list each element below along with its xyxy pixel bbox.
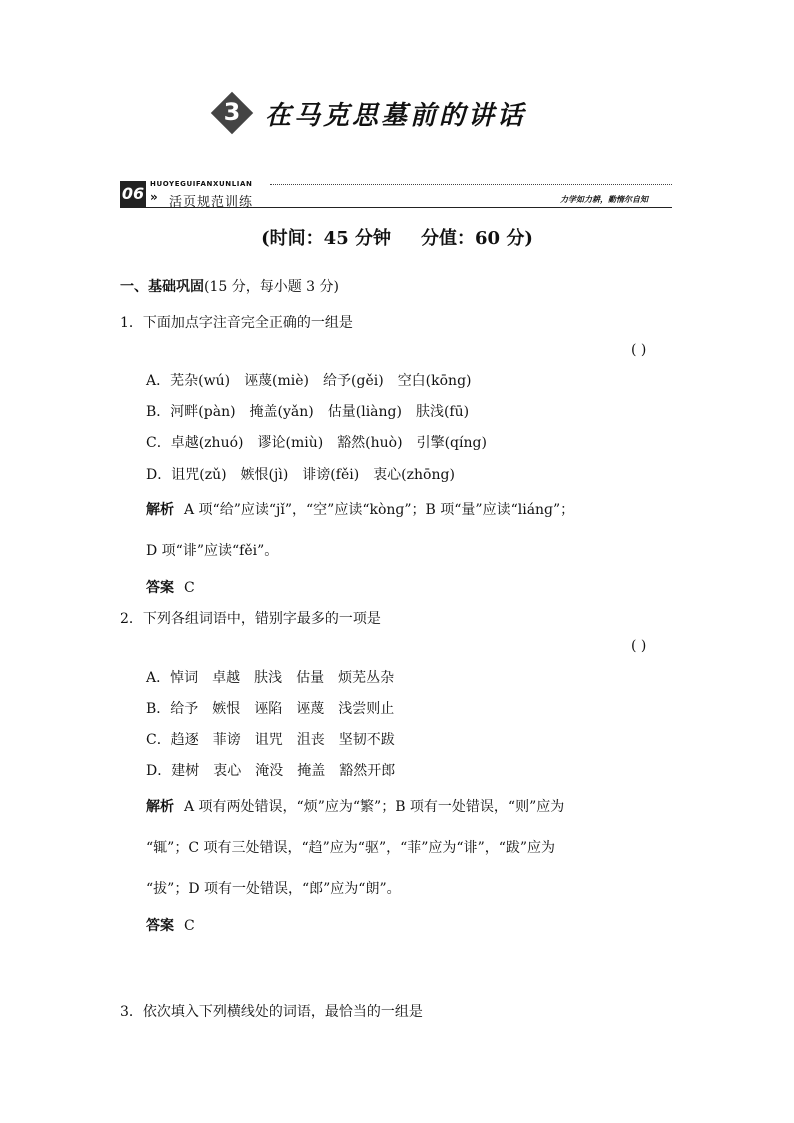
option-label: A． [146,670,171,686]
option-word: 豁然(huò) [337,435,403,451]
analysis-line [146,796,564,816]
option-word: 诽谤(fěi) [302,467,360,483]
answer-value: C [184,580,195,596]
option-row [146,464,469,484]
analysis-label: 解析 [146,799,174,815]
option-word: 嫉恨 [212,701,241,717]
option-word: 给予(gěi) [323,373,384,389]
part-note: (15 分，每小题 3 分) [204,279,339,295]
option-word: 引擎(qíng) [416,435,487,451]
option-word: 掩盖 [297,763,326,779]
option-label: C． [146,435,171,451]
analysis-text: A 项“给”应读“jǐ”，“空”应读“kònɡ”；B 项“量”应读“liánɡ”； [184,502,575,518]
option-label: D． [146,467,172,483]
section-motto: 力学如力耕，勤惰尔自知 [560,194,648,204]
section-rule [120,207,672,208]
option-word: 淹没 [255,763,284,779]
answer-line [146,577,195,597]
option-word: 谬论(miù) [257,435,324,451]
time-score-line [0,224,794,250]
option-word: 坚韧不跋 [338,732,395,748]
option-label: B． [146,701,171,717]
badge-number: 3 [223,98,241,126]
time-limit: (时间：45 分钟 [261,228,391,249]
option-word: 诬蔑(miè) [244,373,310,389]
option-word: 估量(liàng) [327,404,402,420]
part-title: 一、基础巩固 [120,279,204,295]
answer-line [146,915,195,935]
answer-label: 答案 [146,580,174,596]
option-word: 诬陷 [254,701,283,717]
answer-blank: ( ) [631,638,647,654]
option-word: 空白(kōng) [397,373,472,389]
analysis-label: 解析 [146,502,174,518]
option-word: 沮丧 [296,732,325,748]
option-word: 卓越(zhuó) [170,435,244,451]
title-badge [213,94,253,134]
section-number: 06 [120,181,146,207]
option-word: 诅咒(zǔ) [171,467,227,483]
option-word: 趋逐 [170,732,199,748]
section-pinyin: HUOYEGUIFANXUNLIAN [150,180,253,188]
option-word: 掩盖(yǎn) [249,404,314,420]
option-word: 肤浅(fū) [415,404,470,420]
option-word: 烦芜丛杂 [338,670,395,686]
section-dotted-line [270,184,672,185]
analysis-line: “拔”；D 项有一处错误，“郎”应为“朗”。 [146,881,401,897]
option-row [146,432,501,452]
option-row [146,698,408,718]
analysis-line: “辄”；C 项有三处错误，“趋”应为“驱”，“菲”应为“诽”，“跋”应为 [146,840,556,856]
option-row [146,370,486,390]
option-word: 芜杂(wú) [170,373,231,389]
option-word: 给予 [170,701,199,717]
page-title: 在马克思墓前的讲话 [265,101,527,131]
option-word: 衷心 [213,763,242,779]
question-stem: 1．下面加点字注音完全正确的一组是 [120,315,353,331]
chevron-right-icon: » [150,190,158,204]
answer-value: C [184,918,195,934]
option-word: 豁然开郎 [339,763,396,779]
question-stem: 3．依次填入下列横线处的词语，最恰当的一组是 [120,1004,423,1020]
option-row [146,401,483,421]
option-label: A． [146,373,171,389]
option-word: 卓越 [212,670,241,686]
option-word: 河畔(pàn) [170,404,236,420]
answer-label: 答案 [146,918,174,934]
option-word: 悼词 [170,670,199,686]
option-word: 浅尝则止 [338,701,395,717]
option-label: C． [146,732,171,748]
option-word: 诅咒 [254,732,283,748]
analysis-line [146,499,574,519]
option-word: 衷心(zhōng) [373,467,455,483]
option-label: B． [146,404,171,420]
analysis-line: D 项“诽”应读“fěi”。 [146,543,279,559]
option-word: 估量 [296,670,325,686]
section-name: 活页规范训练 [169,195,254,210]
option-row [146,760,409,780]
part-heading [120,276,339,296]
option-row [146,667,408,687]
answer-blank: ( ) [631,342,647,358]
option-word: 肤浅 [254,670,283,686]
option-word: 菲谤 [212,732,241,748]
option-row [146,729,409,749]
analysis-text: A 项有两处错误，“烦”应为“繁”；B 项有一处错误，“则”应为 [184,799,565,815]
option-label: D． [146,763,172,779]
option-word: 嫉恨(jì) [240,467,289,483]
option-word: 建树 [171,763,200,779]
total-score: 分值：60 分) [421,228,533,249]
option-word: 诬蔑 [296,701,325,717]
question-stem: 2．下列各组词语中，错别字最多的一项是 [120,611,381,627]
